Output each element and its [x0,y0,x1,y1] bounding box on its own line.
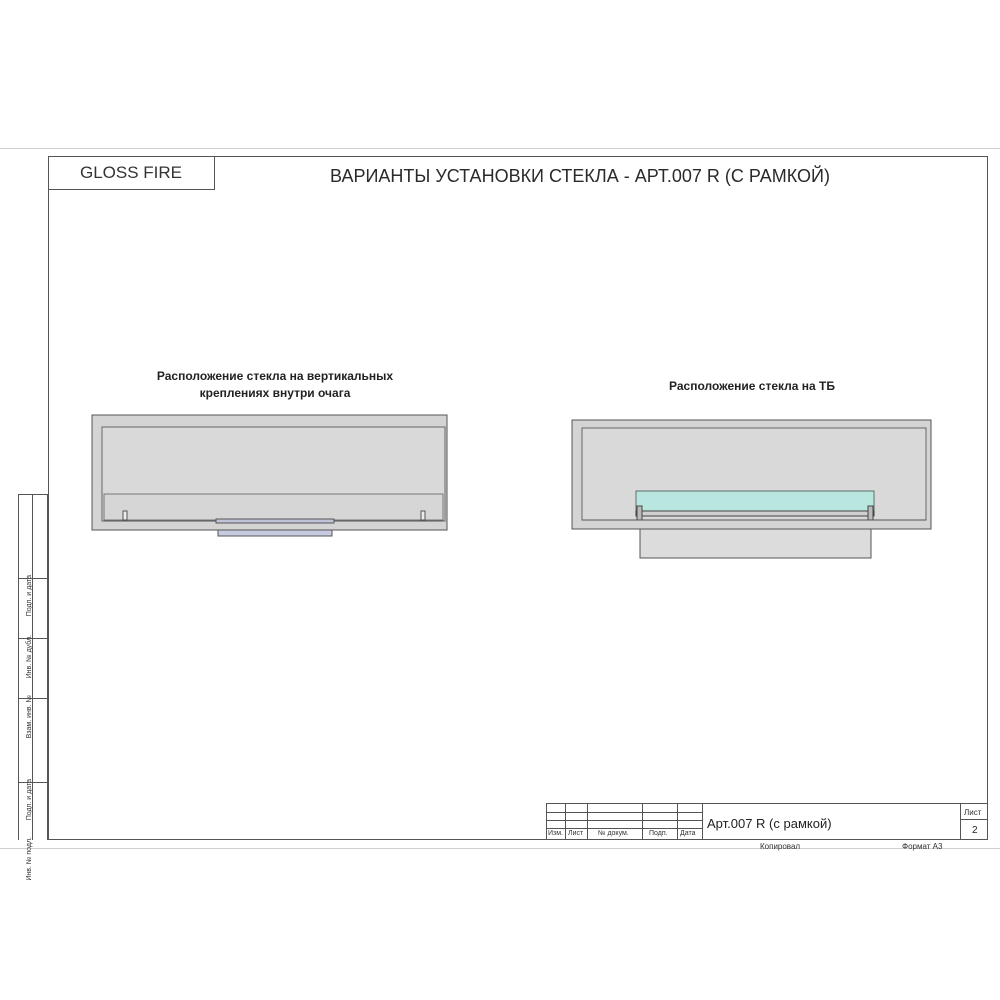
column-sheet-label: Лист [568,830,584,837]
side-stamp-cell: Подп. и дата [18,494,48,578]
document-name: Арт.007 R (с рамкой) [707,816,832,831]
column-document-label: № докум. [598,830,629,837]
sheet-number: 2 [972,825,978,836]
brand-label: GLOSS FIRE [79,162,183,182]
drawing-title: ВАРИАНТЫ УСТАНОВКИ СТЕКЛА - АРТ.007 R (С РАМКОЙ) [330,166,830,186]
left-caption-line-1: Расположение стекла на вертикальных [156,369,394,383]
column-date-label: Дата [680,830,696,837]
column-change-label: Изм. [548,830,563,837]
right-view-caption: Расположение стекла на ТБ [669,379,835,393]
column-signature-label: Подп. [649,830,668,837]
format-label: Формат А3 [902,842,943,851]
side-stamp-cell: Инв. № дубл. [18,578,48,638]
side-stamp-cell: Инв. № подл. [18,782,48,840]
sheet-label: Лист [964,808,982,817]
copied-label: Копировал [760,842,801,851]
side-stamp-cell: Подп. и дата [18,698,48,782]
side-stamp-cell: Взам. инв. № [18,638,48,698]
left-caption-line-2: креплениях внутри очага [199,386,351,400]
